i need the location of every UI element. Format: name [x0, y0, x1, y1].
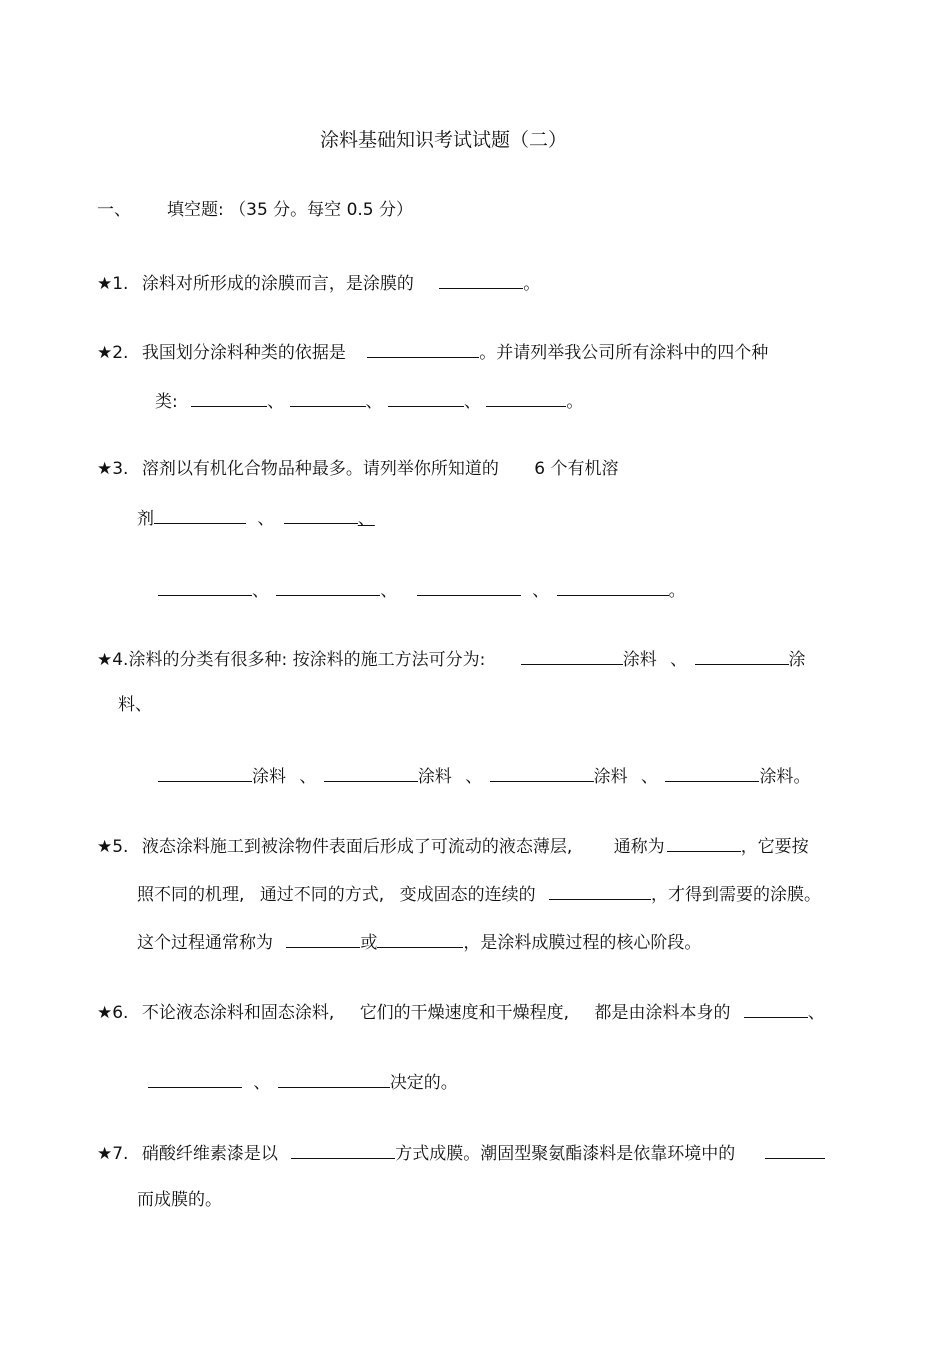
question-4: ★4.涂料的分类有很多种: 按涂料的施工方法可分为: 涂料 、 涂	[97, 646, 806, 672]
question-text: 涂料的分类有很多种: 按涂料的施工方法可分为:	[128, 650, 486, 670]
answer-blank[interactable]	[417, 577, 521, 596]
answer-blank[interactable]	[549, 881, 651, 900]
question-text: 涂料对所形成的涂膜而言，是涂膜的	[141, 274, 414, 294]
answer-blank[interactable]	[377, 929, 463, 948]
question-7: ★7. 硝酸纤维素漆是以 方式成膜。潮固型聚氨酯漆料是依靠环境中的	[97, 1140, 825, 1166]
answer-blank[interactable]	[521, 646, 623, 665]
question-5-line-2: 照不同的机理, 通过不同的方式, 变成固态的连续的 ，才得到需要的涂膜。	[137, 881, 821, 907]
question-text: 我国划分涂料种类的依据是	[141, 343, 346, 363]
answer-blank[interactable]	[290, 388, 366, 407]
question-5-line-3: 这个过程通常称为 或 ，是涂料成膜过程的核心阶段。	[137, 929, 701, 955]
question-text: 硝酸纤维素漆是以	[141, 1144, 278, 1164]
answer-blank[interactable]	[158, 763, 252, 782]
question-number: ★1.	[97, 274, 129, 294]
question-3-line-3: 、 、 、 。	[158, 577, 686, 603]
answer-blank[interactable]	[191, 388, 267, 407]
answer-blank[interactable]	[286, 929, 360, 948]
answer-blank[interactable]	[486, 388, 566, 407]
answer-blank[interactable]	[276, 577, 380, 596]
question-1: ★1. 涂料对所形成的涂膜而言，是涂膜的 。	[97, 270, 540, 296]
answer-blank[interactable]	[695, 646, 789, 665]
question-text: 液态涂料施工到被涂物件表面后形成了可流动的液态薄层,	[141, 837, 573, 857]
answer-blank[interactable]	[158, 577, 252, 596]
question-number: ★6.	[97, 1003, 129, 1023]
answer-blank[interactable]	[388, 388, 464, 407]
answer-blank[interactable]	[367, 339, 479, 358]
answer-blank[interactable]	[291, 1140, 395, 1159]
question-6-line-2: 、 决定的。	[148, 1069, 458, 1095]
answer-blank[interactable]	[557, 577, 669, 596]
answer-blank[interactable]	[665, 763, 759, 782]
question-number: ★3.	[97, 459, 129, 479]
answer-blank[interactable]	[154, 505, 246, 524]
question-number: ★7.	[97, 1144, 129, 1164]
question-number: ★4.	[97, 650, 129, 670]
answer-blank[interactable]	[148, 1069, 242, 1088]
question-5: ★5. 液态涂料施工到被涂物件表面后形成了可流动的液态薄层, 通称为 ，它要按	[97, 833, 809, 859]
question-4-line-2: 料、	[118, 695, 152, 715]
page-title: 涂料基础知识考试试题（二）	[320, 129, 568, 151]
answer-blank[interactable]	[667, 833, 741, 852]
answer-blank[interactable]	[744, 999, 808, 1018]
answer-blank[interactable]	[324, 763, 418, 782]
question-text: 溶剂以有机化合物品种最多。请列举你所知道的	[141, 459, 499, 479]
question-number: ★5.	[97, 837, 129, 857]
answer-blank[interactable]	[278, 1069, 390, 1088]
answer-blank[interactable]	[284, 505, 358, 524]
answer-blank[interactable]	[490, 763, 594, 782]
question-2: ★2. 我国划分涂料种类的依据是 。并请列举我公司所有涂料中的四个种	[97, 339, 768, 365]
question-7-line-2: 而成膜的。	[137, 1190, 222, 1210]
question-number: ★2.	[97, 343, 129, 363]
question-3: ★3. 溶剂以有机化合物品种最多。请列举你所知道的 6 个有机溶	[97, 459, 619, 479]
question-text: 不论液态涂料和固态涂料,	[141, 1003, 335, 1023]
answer-blank[interactable]	[765, 1140, 825, 1159]
question-4-line-3: 涂料 、 涂料 、 涂料 、 涂料。	[158, 763, 810, 789]
question-6: ★6. 不论液态涂料和固态涂料, 它们的干燥速度和干燥程度, 都是由涂料本身的 、	[97, 999, 825, 1025]
section-number: 一、	[97, 200, 131, 220]
question-3-line-2: 剂 、 、	[137, 505, 375, 531]
section-label: 填空题: （35 分。每空 0.5 分）	[167, 200, 414, 220]
question-2-line-2: 类: 、 、 、 。	[155, 388, 583, 414]
answer-blank[interactable]	[439, 270, 523, 289]
